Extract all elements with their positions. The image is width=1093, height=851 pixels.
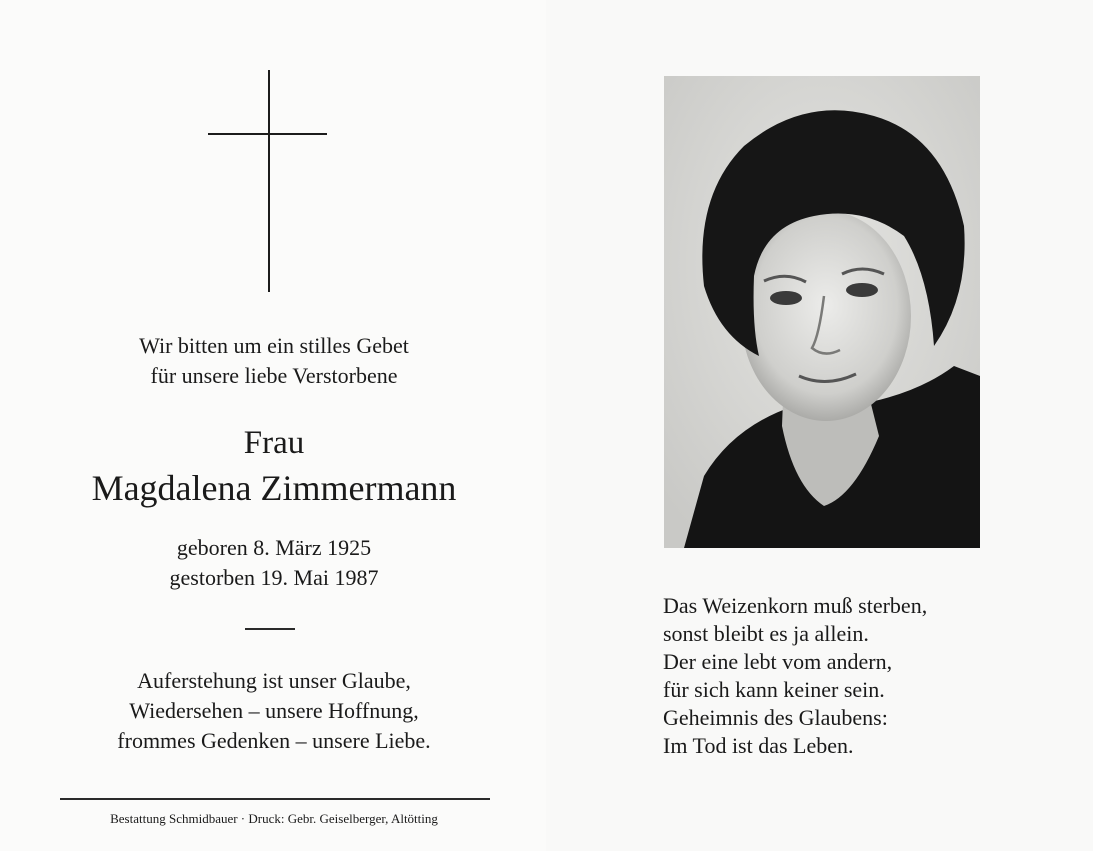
faith-verse (20, 666, 528, 756)
wheat-verse-line-2: sonst bleibt es ja allein. (663, 621, 869, 646)
life-dates (20, 533, 528, 593)
prayer-request (20, 331, 528, 391)
wheat-verse-line-3: Der eine lebt vom andern, (663, 649, 893, 674)
portrait-illustration (664, 76, 980, 548)
footer-rule (60, 798, 490, 800)
left-page (0, 0, 546, 851)
wheat-verse-line-5: Geheimnis des Glaubens: (663, 705, 888, 730)
death-date: gestorben 19. Mai 1987 (169, 565, 379, 590)
faith-verse-line-3: frommes Gedenken – unsere Liebe. (117, 728, 431, 753)
printer-credit: Bestattung Schmidbauer · Druck: Gebr. Geiselberger, Altötting (110, 811, 438, 826)
wheat-verse-line-4: für sich kann keiner sein. (663, 677, 885, 702)
prayer-line-2: für unsere liebe Verstorbene (150, 363, 398, 388)
divider-line (245, 628, 295, 630)
deceased-name: Magdalena Zimmermann (91, 468, 457, 508)
cross-icon-vertical (268, 70, 270, 292)
portrait-photo (664, 76, 980, 548)
wheat-verse-line-6: Im Tod ist das Leben. (663, 733, 854, 758)
deceased-title: Frau (243, 425, 305, 461)
prayer-line-1: Wir bitten um ein stilles Gebet (139, 333, 409, 358)
wheat-verse (663, 592, 927, 760)
faith-verse-line-2: Wiedersehen – unsere Hoffnung, (129, 698, 419, 723)
cross-icon-horizontal (208, 133, 327, 135)
wheat-verse-line-1: Das Weizenkorn muß sterben, (663, 593, 928, 618)
birth-date: geboren 8. März 1925 (176, 535, 372, 560)
faith-verse-line-1: Auferstehung ist unser Glaube, (137, 668, 411, 693)
